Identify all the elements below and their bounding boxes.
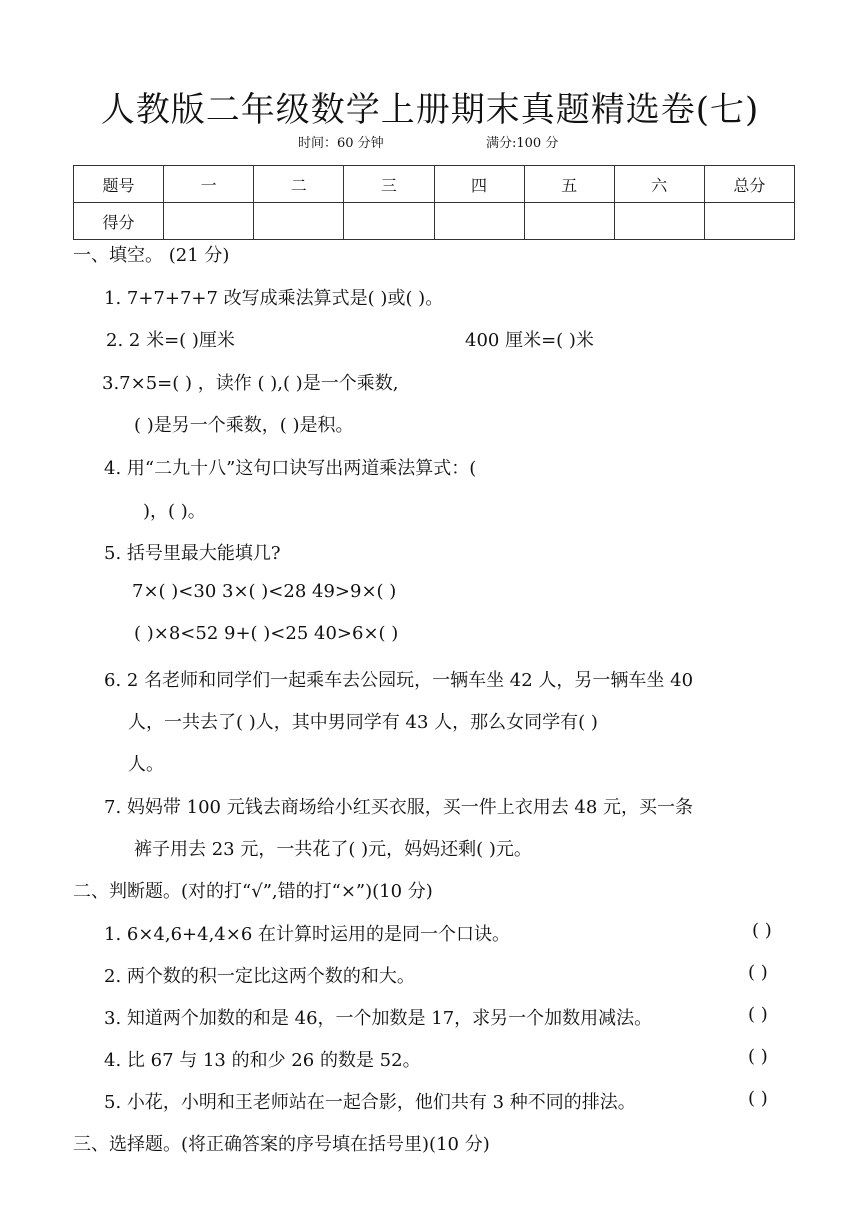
- answer-bracket[interactable]: ( ): [752, 920, 772, 941]
- time-info: 时间：60 分钟: [298, 136, 384, 151]
- answer-bracket[interactable]: ( ): [748, 1004, 768, 1025]
- table-header-cell: 二: [254, 166, 344, 203]
- judge-question-text: 2. 两个数的积一定比这两个数的和大。: [104, 966, 415, 987]
- score-cell[interactable]: [524, 203, 614, 240]
- table-row-label: 得分: [74, 203, 164, 240]
- question-line: 1. 7+7+7+7 改写成乘法算式是( )或( )。: [104, 288, 444, 309]
- score-cell[interactable]: [344, 203, 434, 240]
- judge-question-text: 4. 比 67 与 13 的和少 26 的数是 52。: [104, 1050, 421, 1071]
- score-table-header-row: [74, 166, 795, 203]
- question-line: 7×( )<30 3×( )<28 49>9×( ): [132, 581, 397, 602]
- question-line: 人。: [128, 754, 164, 775]
- question-line: 人，一共去了( )人，其中男同学有 43 人，那么女同学有( ): [128, 712, 598, 733]
- table-header-cell: 五: [524, 166, 614, 203]
- score-table-score-row: [74, 203, 795, 240]
- judge-question-text: 1. 6×4,6+4,4×6 在计算时运用的是同一个口诀。: [104, 924, 511, 945]
- question-line: 7. 妈妈带 100 元钱去商场给小红买衣服，买一件上衣用去 48 元，买一条: [104, 797, 694, 818]
- table-header-cell: 一: [164, 166, 254, 203]
- question-line: 3.7×5=( ) ，读作 ( ),( )是一个乘数,: [102, 373, 399, 394]
- table-header-cell: 四: [434, 166, 524, 203]
- question-line: 裤子用去 23 元，一共花了( )元，妈妈还剩( )元。: [134, 839, 532, 860]
- score-cell[interactable]: [434, 203, 524, 240]
- table-header-cell: 六: [614, 166, 704, 203]
- answer-bracket[interactable]: ( ): [748, 1088, 768, 1109]
- judge-question-text: 5. 小花，小明和王老师站在一起合影，他们共有 3 种不同的排法。: [104, 1092, 636, 1113]
- score-table: [73, 165, 795, 240]
- question-line: 400 厘米=( )米: [465, 330, 594, 351]
- score-cell[interactable]: [254, 203, 344, 240]
- table-header-cell: 三: [344, 166, 434, 203]
- question-line: )，( )。: [143, 501, 206, 522]
- table-header-cell: 总分: [704, 166, 794, 203]
- score-info: 满分:100 分: [486, 136, 559, 151]
- table-header-cell: 题号: [74, 166, 164, 203]
- score-cell[interactable]: [164, 203, 254, 240]
- score-cell[interactable]: [614, 203, 704, 240]
- question-line: 6. 2 名老师和同学们一起乘车去公园玩，一辆车坐 42 人，另一辆车坐 40: [104, 670, 694, 691]
- section-2-heading: 二、判断题。(对的打“√”,错的打“×”)(10 分): [73, 881, 433, 902]
- exam-title: 人教版二年级数学上册期末真题精选卷(七): [100, 90, 760, 130]
- question-line: ( )×8<52 9+( )<25 40>6×( ): [134, 623, 399, 644]
- answer-bracket[interactable]: ( ): [748, 1046, 768, 1067]
- judge-question-text: 3. 知道两个加数的和是 46，一个加数是 17，求另一个加数用减法。: [104, 1008, 653, 1029]
- question-line: 4. 用“二九十八”这句口诀写出两道乘法算式：(: [104, 458, 477, 479]
- question-line: ( )是另一个乘数，( )是积。: [134, 415, 354, 436]
- answer-bracket[interactable]: ( ): [748, 962, 768, 983]
- section-3-heading: 三、选择题。(将正确答案的序号填在括号里)(10 分): [73, 1134, 490, 1155]
- score-cell[interactable]: [704, 203, 794, 240]
- question-line: 5. 括号里最大能填几?: [104, 543, 281, 564]
- section-1-heading: 一、填空。 (21 分): [73, 245, 230, 266]
- question-line: 2. 2 米=( )厘米: [106, 330, 235, 351]
